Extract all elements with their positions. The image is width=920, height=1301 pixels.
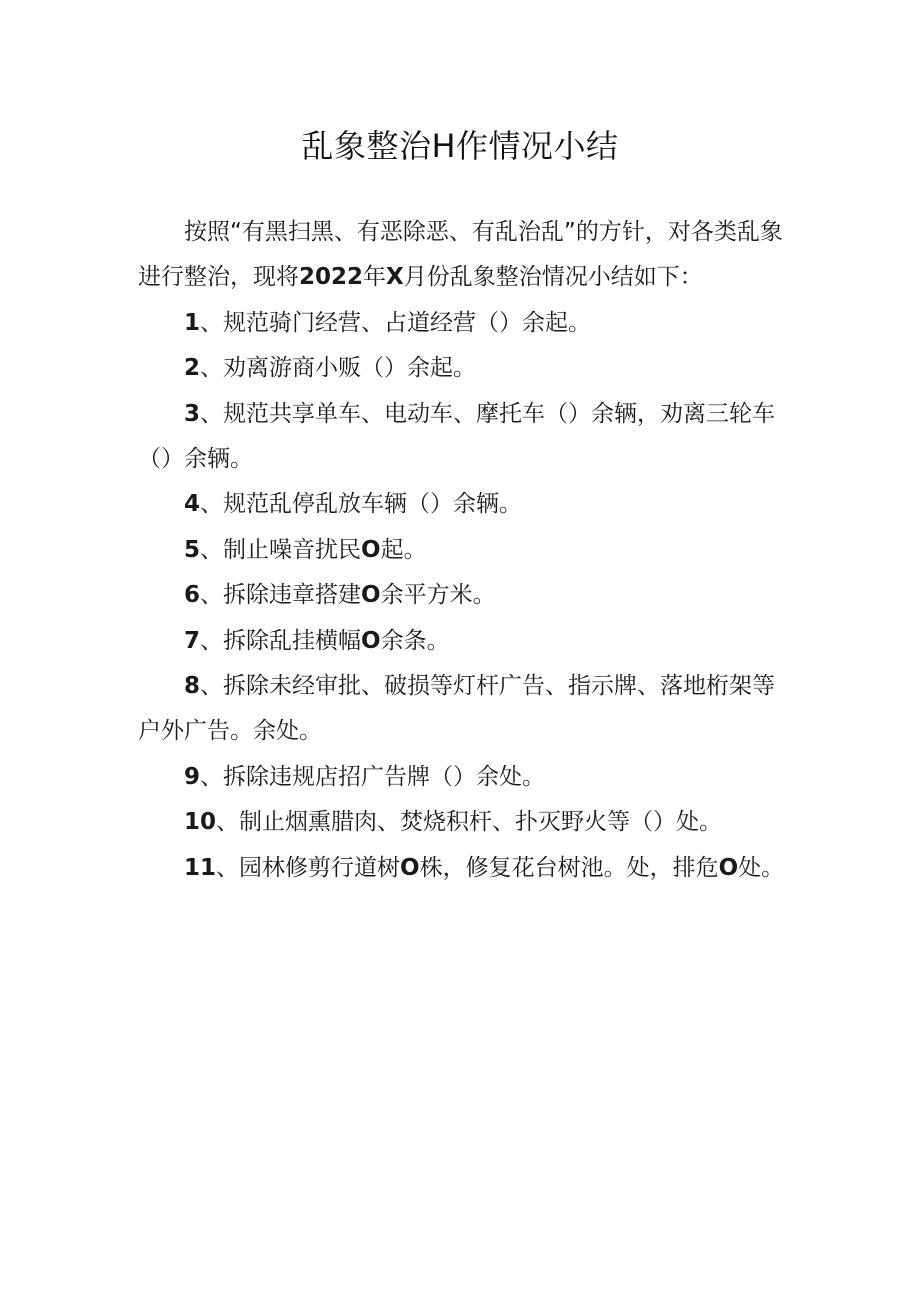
item-text-end: 余条。 bbox=[380, 627, 450, 654]
item-placeholder-mark: O bbox=[361, 536, 381, 563]
item-text-end: 余平方米。 bbox=[380, 582, 496, 609]
item-placeholder-mark: O bbox=[718, 854, 739, 881]
list-item bbox=[138, 619, 788, 664]
list-item bbox=[138, 482, 788, 527]
list-item bbox=[138, 346, 788, 391]
item-number: 4 bbox=[184, 491, 201, 518]
item-placeholder-mark: O bbox=[361, 582, 381, 609]
item-text: 、制止噪音扰民 bbox=[200, 536, 362, 563]
intro-year-unit: 年 bbox=[363, 264, 387, 291]
list-item bbox=[138, 392, 788, 483]
intro-year: 2022 bbox=[299, 264, 364, 291]
list-item bbox=[138, 528, 788, 573]
item-text: 、规范共享单车、电动车、摩托车（）余辆，劝离三轮车（）余辆。 bbox=[138, 400, 776, 473]
intro-text-end: 月份乱象整治情况小结如下： bbox=[403, 264, 703, 291]
item-text: 、拆除违章搭建 bbox=[200, 582, 362, 609]
item-text-end: 起。 bbox=[380, 536, 427, 563]
item-number: 7 bbox=[184, 627, 201, 654]
item-text: 、园林修剪行道树 bbox=[216, 854, 401, 881]
item-number: 5 bbox=[184, 536, 201, 563]
item-text: 、拆除未经审批、破损等灯杆广告、指示牌、落地桁架等户外广告。余处。 bbox=[138, 673, 776, 745]
item-placeholder-mark: O bbox=[400, 854, 420, 881]
list-item bbox=[138, 846, 788, 891]
list-item bbox=[138, 573, 788, 618]
item-text: 、劝离游商小贩（）余起。 bbox=[200, 355, 477, 382]
item-number: 8 bbox=[184, 673, 201, 700]
item-placeholder-mark: O bbox=[361, 627, 381, 654]
item-number: 9 bbox=[184, 763, 201, 790]
document-title: 乱象整治H作情况小结 bbox=[301, 127, 619, 165]
item-text: 、规范乱停乱放车辆（）余辆。 bbox=[200, 491, 523, 518]
intro-paragraph bbox=[138, 210, 788, 301]
item-number: 10 bbox=[184, 809, 217, 836]
item-text-middle: 株，修复花台树池。处，排危 bbox=[419, 854, 719, 881]
list-item bbox=[138, 301, 788, 346]
document-body bbox=[138, 210, 788, 891]
item-text: 、拆除乱挂横幅 bbox=[200, 627, 362, 654]
intro-month: X bbox=[386, 264, 404, 291]
list-item bbox=[138, 664, 788, 755]
list-item bbox=[138, 800, 788, 845]
item-number: 2 bbox=[184, 355, 201, 382]
intro-text: 按照“有黑扫黑、有恶除恶、有乱治乱”的方针，对各类乱象进行整治，现将 bbox=[138, 219, 783, 291]
item-number: 6 bbox=[184, 582, 201, 609]
item-text-end: 处。 bbox=[738, 854, 785, 881]
list-item bbox=[138, 755, 788, 800]
item-text: 、制止烟熏腊肉、焚烧积杆、扑灭野火等（）处。 bbox=[216, 809, 723, 836]
item-number: 1 bbox=[184, 309, 201, 336]
item-number: 3 bbox=[184, 400, 201, 427]
item-text: 、拆除违规店招广告牌（）余处。 bbox=[200, 763, 546, 790]
item-text: 、规范骑门经营、占道经营（）余起。 bbox=[200, 309, 592, 336]
item-number: 11 bbox=[184, 854, 217, 881]
